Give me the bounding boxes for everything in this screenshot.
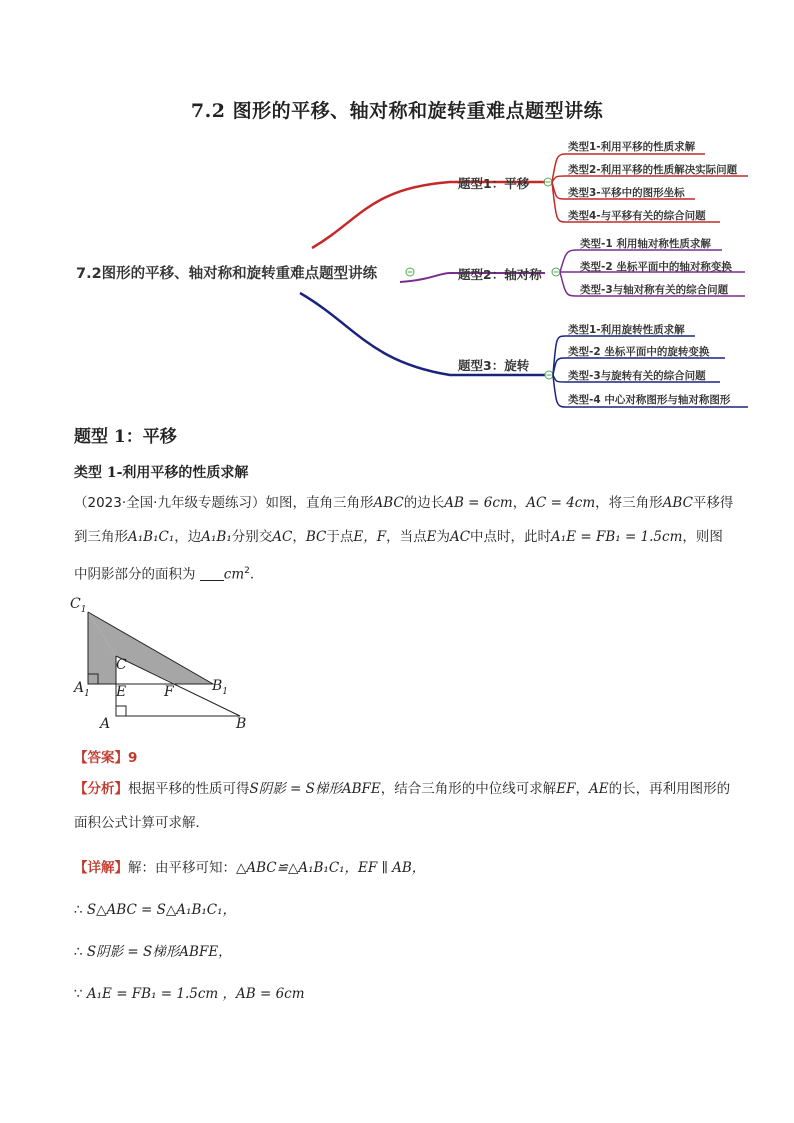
answer-tag: 【答案】 (74, 750, 128, 766)
mindmap-leaf: 类型1-利用平移的性质求解 (568, 141, 696, 153)
mindmap-leaf: 类型-4 中心对称图形与轴对称图形 (568, 394, 731, 406)
problem-text: （2023·全国·九年级专题练习）如图，直角三角形ABC的边长AB = 6cm，AC = 4cm，将三角形ABC平移得到三角形A₁B₁C₁，边A₁B₁分别交AC，BC于点E，F，当点E为AC中点时，此时A₁E = FB₁ = 1.5cm，则图中阴影部分的面积为 $cm^2$． (74, 495, 734, 583)
analysis-text: 【分析】根据平移的性质可得S阴影 = S梯形ABFE，结合三角形的中位线可求解EF，AE的长，再利用图形的面积公式计算可求解． (74, 781, 731, 831)
mindmap-leaf: 类型1-利用旋转性质求解 (568, 324, 685, 336)
mindmap-topic-2: 题型2：轴对称 (458, 267, 542, 282)
label-a1: $A_1$ (74, 680, 90, 699)
mindmap-topic-1: 题型1：平移 (458, 176, 530, 191)
mindmap-topic-3: 题型3：旋转 (458, 358, 530, 373)
mindmap-leaf: 类型-1 利用轴对称性质求解 (580, 238, 711, 250)
answer-value: 9 (128, 750, 138, 766)
mindmap-root: 7.2图形的平移、轴对称和旋转重难点题型讲练 (76, 266, 378, 282)
detail-line-3: ∴ S阴影 = S梯形ABFE， (74, 944, 232, 960)
label-f: F (164, 684, 174, 700)
mindmap-leaf: 类型4-与平移有关的综合问题 (568, 210, 706, 222)
mindmap-leaf: 类型-3与旋转有关的综合问题 (568, 370, 706, 382)
section-heading: 题型 1：平移 (74, 427, 177, 447)
label-b: B (236, 716, 247, 732)
label-a: A (100, 716, 111, 732)
label-e: E (116, 684, 127, 700)
detail-line-1: 【详解】解：由平移可知：△ABC≌△A₁B₁C₁，EF ∥ AB， (74, 860, 426, 876)
answer-blank (200, 566, 224, 581)
mindmap-leaf: 类型-2 坐标平面中的轴对称变换 (580, 261, 732, 273)
label-c1: $C_1$ (70, 596, 87, 615)
detail-line-4: ∵ A₁E = FB₁ = 1.5cm ，AB = 6cm (74, 986, 305, 1002)
detail-line-2: ∴ S△ABC = S△A₁B₁C₁， (74, 902, 237, 918)
answer-line (74, 746, 137, 766)
mindmap-leaf: 类型3-平移中的图形坐标 (568, 187, 685, 199)
page-title: 7.2 图形的平移、轴对称和旋转重难点题型讲练 (190, 100, 604, 122)
subsection-heading: 类型 1-利用平移的性质求解 (74, 465, 249, 481)
mindmap-leaf: 类型2-利用平移的性质解决实际问题 (568, 164, 738, 176)
mindmap-leaf: 类型-3与轴对称有关的综合问题 (580, 284, 729, 296)
mindmap-leaf: 类型-2 坐标平面中的旋转变换 (568, 346, 710, 358)
label-c: C (116, 657, 127, 673)
label-b1: $B_1$ (212, 678, 229, 697)
geometry-figure (68, 596, 258, 736)
